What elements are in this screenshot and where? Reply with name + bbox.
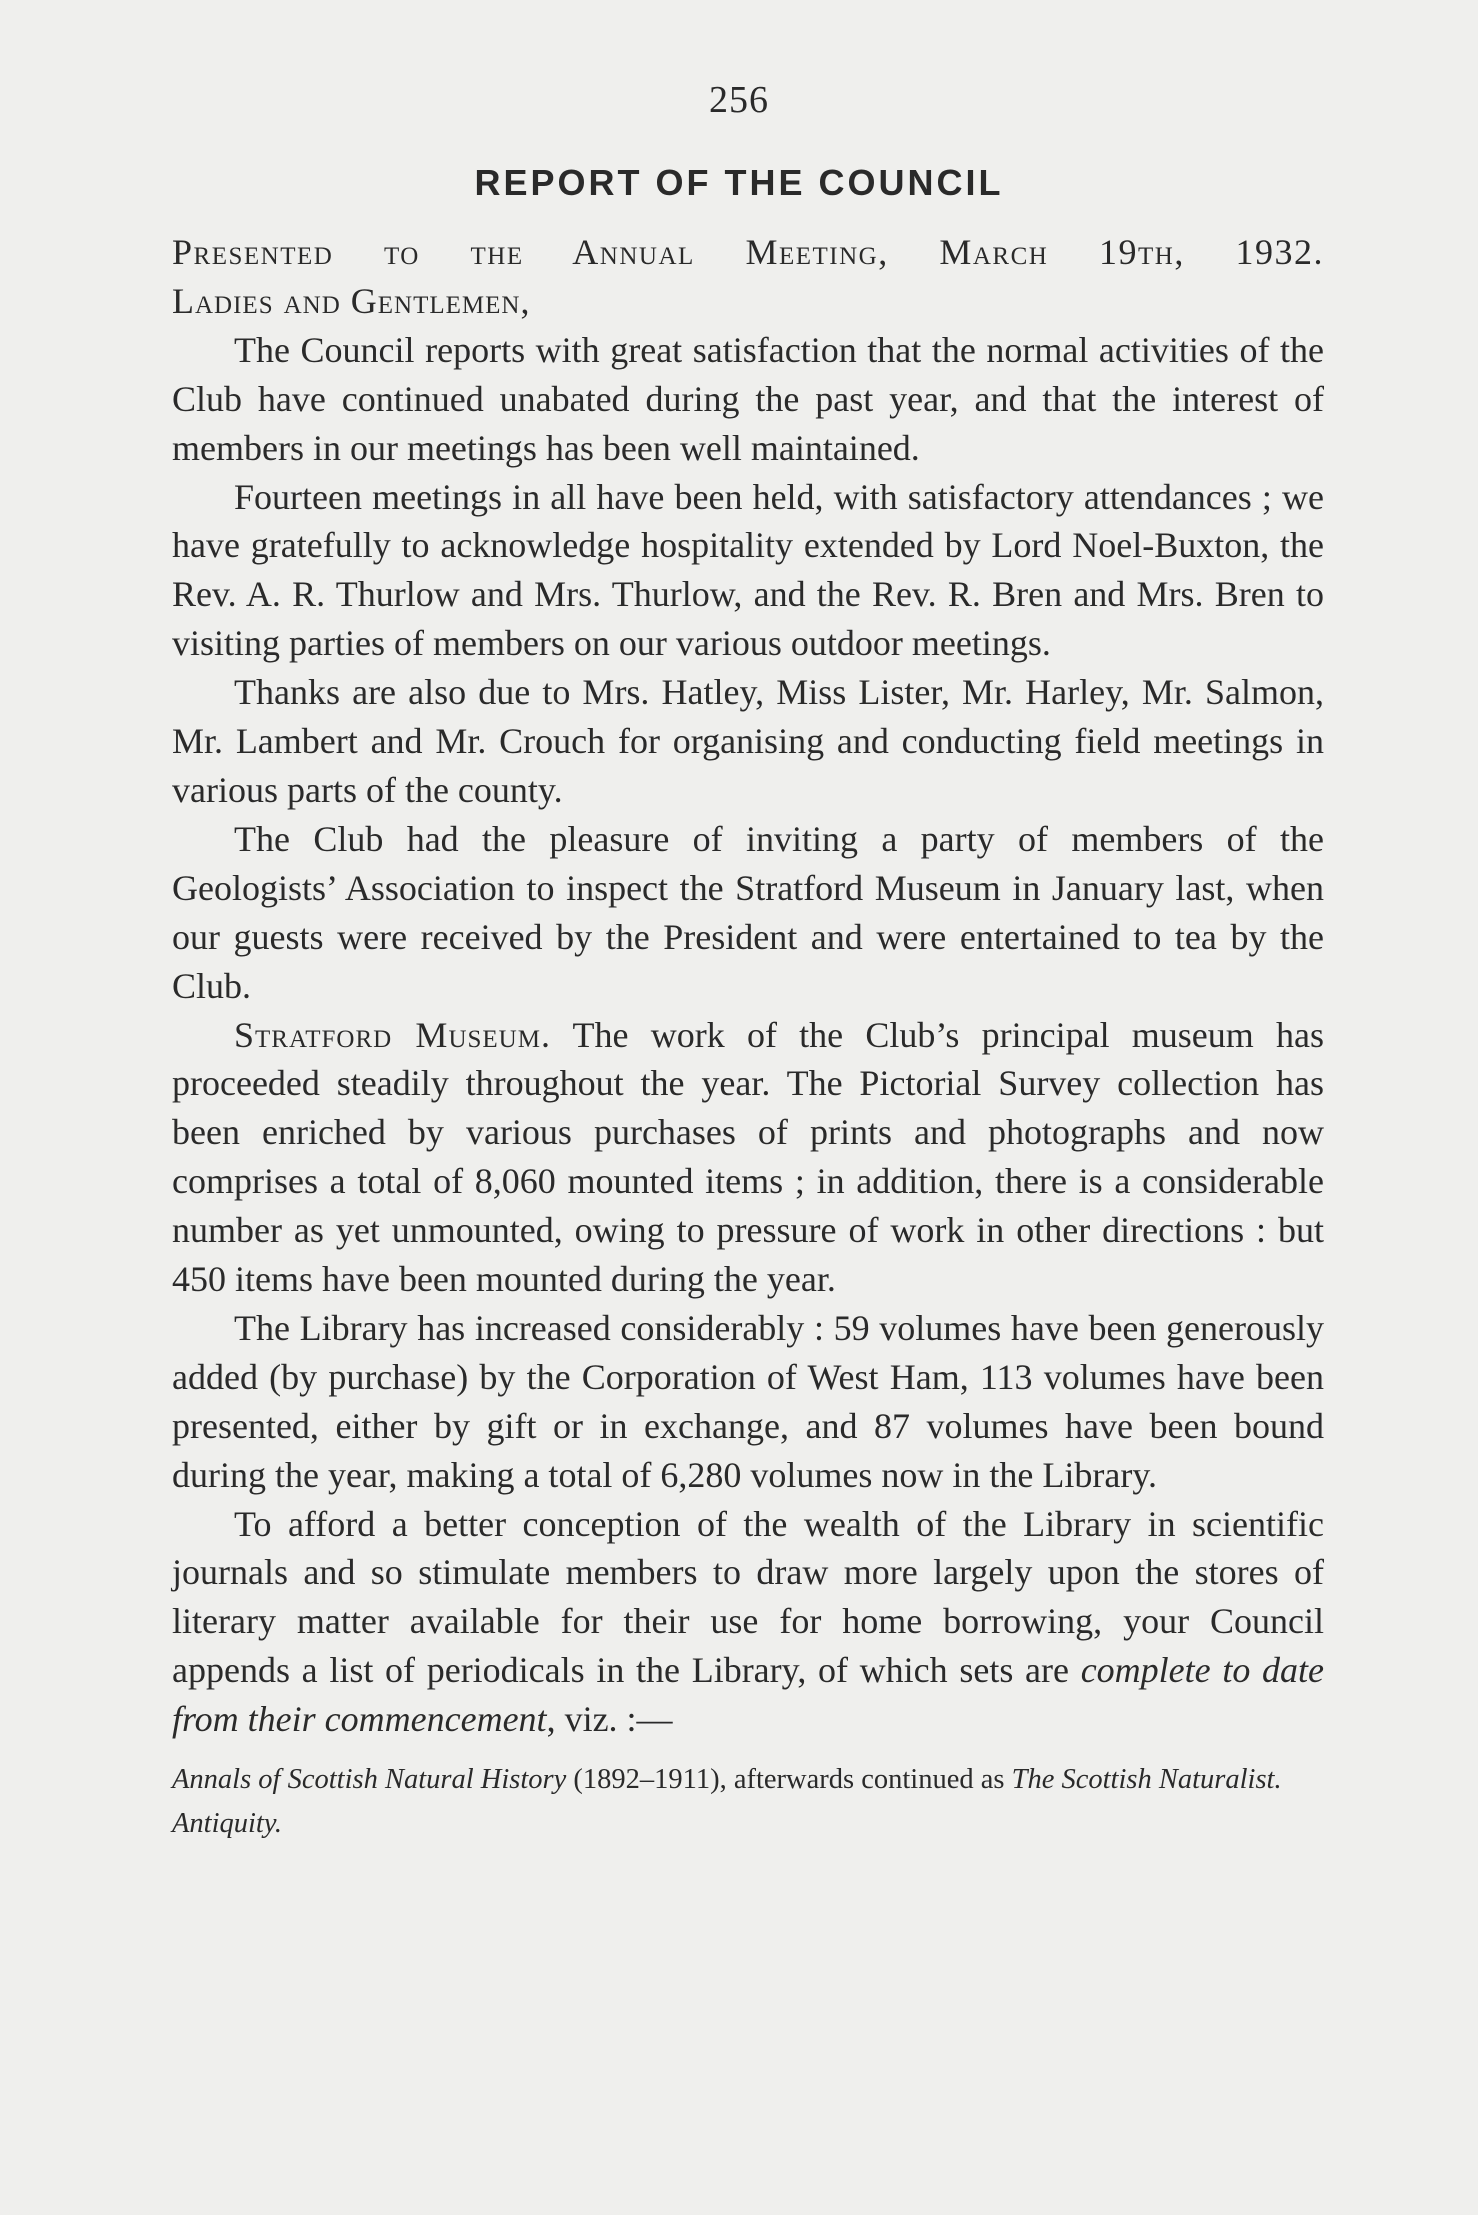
page-number: 256 [709, 79, 769, 121]
list-item [172, 1802, 1324, 1846]
page-title: REPORT OF THE COUNCIL [474, 162, 1004, 203]
presented-line: Presented to the Annual Meeting, March 19th, 1932. [172, 232, 1324, 272]
periodicals-viz: , viz. :— [546, 1699, 673, 1740]
paragraph-museum [172, 1011, 1324, 1304]
paragraph-meetings: Fourteen meetings in all have been held, with satisfactory attendances ; we have gratefully to acknowledge hospitality extended by Lord Noel-Buxton, the Rev. A. R. Thurlow and Mrs. Thurlow, and the Rev. R. Bren and Mrs. Bren to visiting parties of members on our various outdoor meetings. [172, 476, 1324, 664]
periodical-detail: (1892–1911), afterwards continued as [566, 1764, 1012, 1796]
paragraph-periodicals [172, 1500, 1324, 1745]
periodicals-intro: To afford a better conception of the wealth of the Library in scientific journals and so stimulate members to draw more largely upon the stores of literary matter available for their use for home borrowing, your Council appends a list of periodicals in the Library, of which sets are [172, 1503, 1324, 1691]
periodical-continued: The Scottish Naturalist. [1011, 1764, 1282, 1796]
report-body [172, 228, 1324, 1846]
salutation: Ladies and Gentlemen, [172, 280, 531, 321]
paragraph-activities: The Council reports with great satisfaction that the normal activities of the Club have continued unabated during the past year, and that the interest of members in our meetings has been well maintained. [172, 329, 1324, 468]
list-item [172, 1758, 1324, 1802]
periodicals-list [172, 1758, 1324, 1846]
paragraph-geologists: The Club had the pleasure of inviting a party of members of the Geologists’ Association to inspect the Stratford Museum in January last, when our guests were received by the President and were entertained to tea by the Club. [172, 818, 1324, 1006]
periodical-title: Antiquity. [172, 1808, 283, 1840]
periodical-title: Annals of Scottish Natural History [172, 1764, 567, 1796]
periodicals-emphasis: complete to date from their commencement [172, 1650, 1324, 1740]
paragraph-library: The Library has increased considerably : 59 volumes have been generously added (by purchase) by the Corporation of West Ham, 113 volumes have been presented, either by gift or in exchange, and 87 volumes have been bound during the year, making a total of 6,280 volumes now in the Library. [172, 1307, 1324, 1495]
paragraph-thanks: Thanks are also due to Mrs. Hatley, Miss Lister, Mr. Harley, Mr. Salmon, Mr. Lambert and Mr. Crouch for organising and conducting field meetings in various parts of the county. [172, 672, 1324, 810]
museum-text: The work of the Club’s principal museum has proceeded steadily throughout the year. The Pictorial Survey collection has been enriched by various purchases of prints and photographs and now comprises a total of 8,060 mounted items ; in addition, there is a considerable number as yet unmounted, owing to pressure of work in other directions : but 450 items have been mounted during the year. [172, 1014, 1325, 1300]
museum-heading: Stratford Museum. [234, 1014, 551, 1055]
